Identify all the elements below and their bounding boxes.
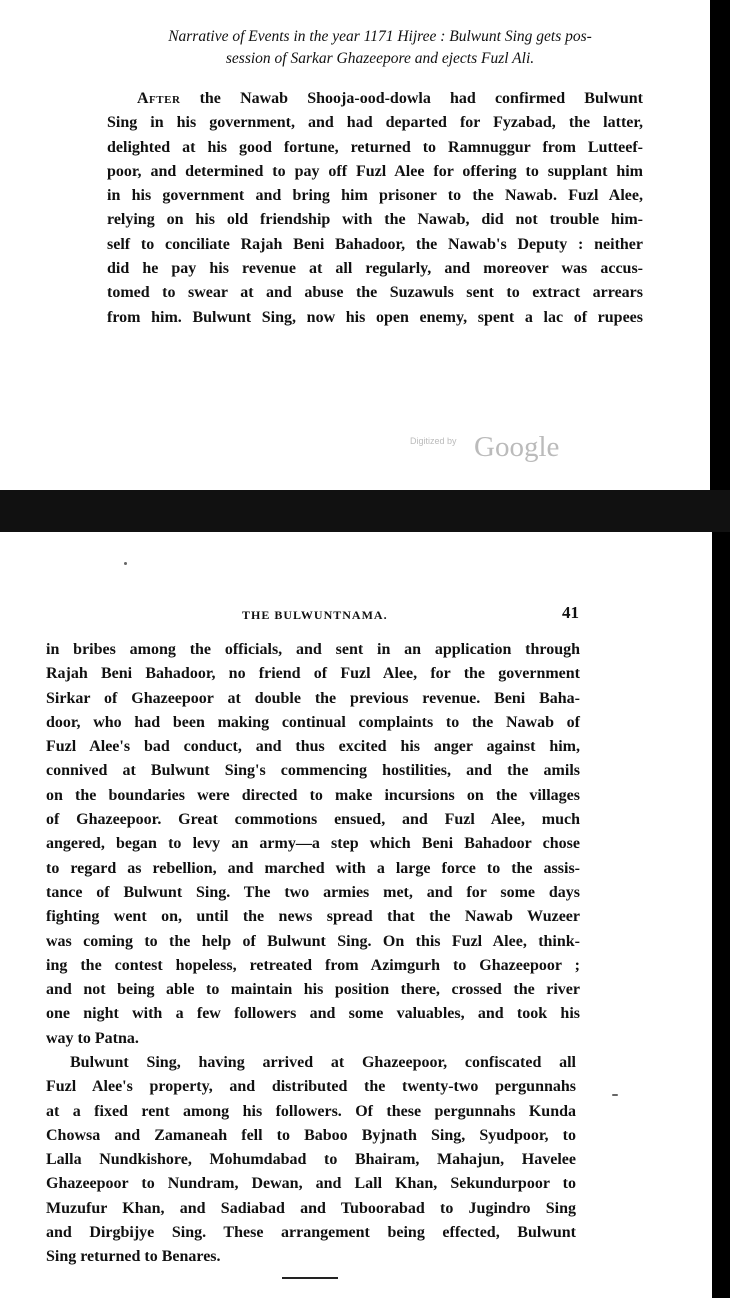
continuation-paragraph bbox=[46, 638, 580, 1051]
paragraph-line: Lalla Nundkishore, Mohumdabad to Bhairam, Mahajun, Havelee bbox=[46, 1151, 576, 1169]
paragraph-line: fighting went on, until the news spread that the Nawab Wuzeer bbox=[46, 908, 580, 926]
heading-line: Narrative of Events in the year 1171 Hijree : Bulwunt Sing gets pos- bbox=[168, 28, 592, 45]
paragraph-line: in his government and bring him prisoner to the Nawab. Fuzl Alee, bbox=[107, 187, 643, 205]
second-paragraph bbox=[46, 1051, 576, 1270]
paragraph-line: and not being able to maintain his position there, crossed the river bbox=[46, 981, 580, 999]
paragraph-line: and Dirgbijye Sing. These arrangement being effected, Bulwunt bbox=[46, 1224, 576, 1242]
running-head: THE BULWUNTNAMA. bbox=[242, 608, 388, 622]
paragraph-line: Fuzl Alee's property, and distributed the twenty-two pergunnahs bbox=[46, 1078, 576, 1096]
paragraph-line: tance of Bulwunt Sing. The two armies met, and for some days bbox=[46, 883, 580, 901]
paragraph-line: at a fixed rent among his followers. Of these pergunnahs Kunda bbox=[46, 1102, 576, 1120]
paragraph-line: of Ghazeepoor. Great commotions ensued, and Fuzl Alee, much bbox=[46, 811, 580, 829]
paragraph-line: on the boundaries were directed to make incursions on the villages bbox=[46, 786, 580, 804]
scan-edge bbox=[710, 0, 730, 490]
paragraph-line: self to conciliate Rajah Beni Bahadoor, the Nawab's Deputy : neither bbox=[107, 235, 643, 253]
paragraph-line: tomed to swear at and abuse the Suzawuls sent to extract arrears bbox=[107, 284, 643, 302]
heading-line: session of Sarkar Ghazeepore and ejects Fuzl Ali. bbox=[225, 50, 535, 67]
chapter-heading bbox=[100, 26, 660, 70]
paragraph-line bbox=[107, 87, 643, 111]
page-gap bbox=[0, 490, 730, 532]
drop-word: After bbox=[137, 90, 181, 107]
paragraph-line: was coming to the help of Bulwunt Sing. On this Fuzl Alee, think- bbox=[46, 932, 580, 950]
paragraph-line: ing the contest hopeless, retreated from Azimgurh to Ghazeepoor ; bbox=[46, 956, 580, 974]
paragraph-line: connived at Bulwunt Sing's commencing hostilities, and the amils bbox=[46, 762, 580, 780]
paragraph-line: to regard as rebellion, and marched with a large force to the assis- bbox=[46, 859, 580, 877]
paragraph-line: relying on his old friendship with the Nawab, did not trouble him- bbox=[107, 211, 643, 229]
paragraph-line: Ghazeepoor to Nundram, Dewan, and Lall Khan, Sekundurpoor to bbox=[46, 1175, 576, 1193]
paragraph-line: angered, began to levy an army—a step which Beni Bahadoor chose bbox=[46, 835, 580, 853]
scan-edge bbox=[712, 532, 730, 1298]
opening-paragraph bbox=[107, 87, 643, 330]
paragraph-line: one night with a few followers and some valuables, and took his bbox=[46, 1005, 580, 1023]
paragraph-line: Rajah Beni Bahadoor, no friend of Fuzl Alee, for the government bbox=[46, 665, 580, 683]
paragraph-line-text: the Nawab Shooja-ood-dowla had confirmed Bulwunt bbox=[180, 90, 643, 107]
paragraph-line: Sing returned to Benares. bbox=[46, 1248, 221, 1266]
lower-page-scan bbox=[0, 532, 712, 1298]
paragraph-line: way to Patna. bbox=[46, 1029, 139, 1047]
paragraph-line: in bribes among the officials, and sent in an application through bbox=[46, 641, 580, 658]
paragraph-line: from him. Bulwunt Sing, now his open enemy, spent a lac of rupees bbox=[107, 308, 643, 326]
paragraph-line: Fuzl Alee's bad conduct, and thus excited his anger against him, bbox=[46, 738, 580, 756]
upper-page-scan bbox=[0, 0, 710, 490]
google-watermark: Google bbox=[474, 431, 560, 463]
margin-mark bbox=[612, 1094, 618, 1096]
page-number: 41 bbox=[562, 603, 579, 622]
scan-speck bbox=[124, 562, 127, 565]
paragraph-line: did he pay his revenue at all regularly, and moreover was accus- bbox=[107, 260, 643, 278]
paragraph-line: Sing in his government, and had departed for Fyzabad, the latter, bbox=[107, 114, 643, 132]
paragraph-line: Sirkar of Ghazeepoor at double the previous revenue. Beni Baha- bbox=[46, 689, 580, 707]
paragraph-line: poor, and determined to pay off Fuzl Alee for offering to supplant him bbox=[107, 162, 643, 180]
paragraph-line: door, who had been making continual complaints to the Nawab of bbox=[46, 713, 580, 731]
paragraph-line: Muzufur Khan, and Sadiabad and Tuboorabad to Jugindro Sing bbox=[46, 1199, 576, 1217]
paragraph-line: Bulwunt Sing, having arrived at Ghazeepoor, confiscated all bbox=[70, 1054, 576, 1071]
paragraph-line: delighted at his good fortune, returned to Ramnuggur from Lutteef- bbox=[107, 138, 643, 156]
end-rule bbox=[282, 1277, 338, 1279]
digitized-by-watermark: Digitized by bbox=[410, 436, 457, 446]
paragraph-line: Chowsa and Zamaneah fell to Baboo Byjnath Sing, Syudpoor, to bbox=[46, 1126, 576, 1144]
